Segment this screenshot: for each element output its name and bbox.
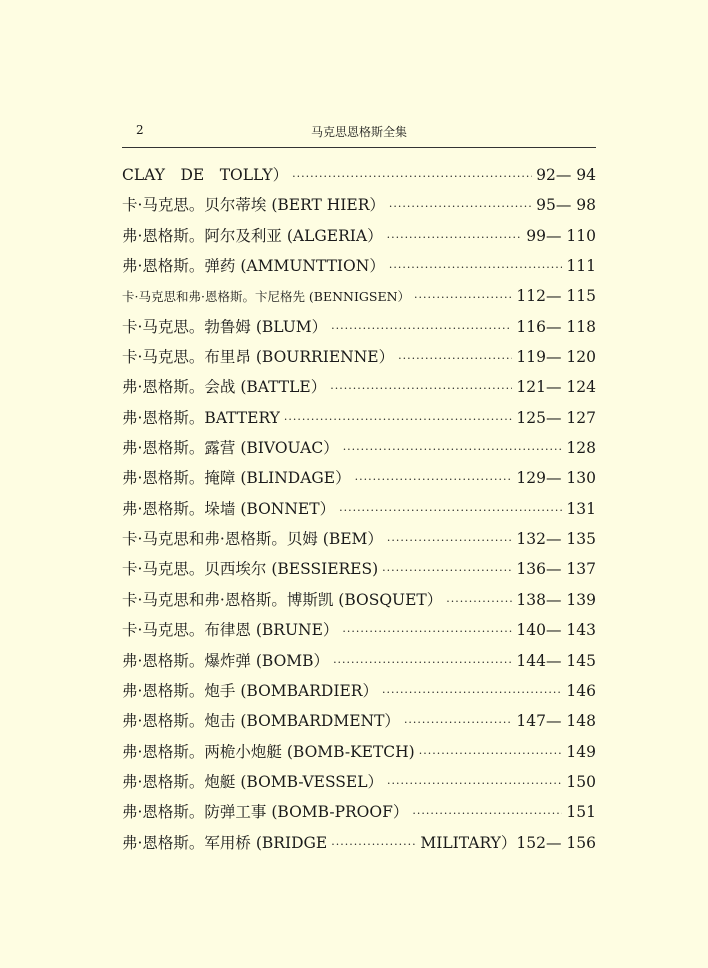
book-title: 马克思恩格斯全集 xyxy=(310,125,407,139)
toc-entry xyxy=(122,160,596,190)
toc-entry-pages: 119— 120 xyxy=(516,348,596,367)
toc-entry-pages: 150 xyxy=(566,772,596,791)
dot-leader xyxy=(382,678,562,708)
dot-leader xyxy=(404,708,512,738)
dot-leader xyxy=(398,344,512,374)
toc-entry-title: 弗·恩格斯。两桅小炮艇 (BOMB-KETCH) xyxy=(122,742,415,761)
toc-entry-title: 卡·马克思。贝西埃尔 (BESSIERES) xyxy=(122,560,379,579)
dot-leader xyxy=(330,374,512,404)
toc-entry-pages: 144— 145 xyxy=(516,651,596,670)
toc-entry-title: 卡·马克思。布律恩 (BRUNE） xyxy=(122,621,339,640)
dot-leader xyxy=(446,587,512,617)
dot-leader xyxy=(331,830,416,860)
toc-entry-pages: 152— 156 xyxy=(516,833,596,852)
toc-entry-title: 卡·马克思。布里昂 (BOURRIENNE） xyxy=(122,348,395,367)
dot-leader xyxy=(343,435,563,465)
toc-entry xyxy=(122,312,596,342)
dot-leader xyxy=(389,192,532,222)
toc-entry-title: 卡·马克思和弗·恩格斯。卞尼格先 (BENNIGSEN） xyxy=(122,289,411,305)
toc-entry xyxy=(122,767,596,797)
table-of-contents xyxy=(122,160,596,858)
toc-entry-pages: 99— 110 xyxy=(526,226,596,245)
toc-entry-pages: 138— 139 xyxy=(516,590,596,609)
toc-entry xyxy=(122,281,596,311)
page-number: 2 xyxy=(136,123,144,137)
toc-entry xyxy=(122,706,596,736)
toc-entry-title: 弗·恩格斯。军用桥 (BRIDGE xyxy=(122,833,328,852)
toc-entry-title: 弗·恩格斯。垛墙 (BONNET） xyxy=(122,499,336,518)
toc-entry-pages: 151 xyxy=(566,803,596,822)
toc-entry-pages: 92— 94 xyxy=(536,166,596,184)
toc-entry-title: 卡·马克思。勃鲁姆 (BLUM） xyxy=(122,317,328,336)
toc-entry-title: 弗·恩格斯。炮手 (BOMBARDIER） xyxy=(122,681,378,700)
toc-entry-title: CLAY DE TOLLY） xyxy=(122,166,289,184)
toc-entry-title: 弗·恩格斯。弹药 (AMMUNTTION） xyxy=(122,257,385,276)
toc-entry xyxy=(122,403,596,433)
toc-entry-title: 弗·恩格斯。露营 (BIVOUAC） xyxy=(122,439,339,458)
dot-leader xyxy=(292,162,532,192)
toc-entry-title: 弗·恩格斯。阿尔及利亚 (ALGERIA） xyxy=(122,226,383,245)
toc-entry xyxy=(122,797,596,827)
toc-entry-pages: 95— 98 xyxy=(536,196,596,215)
toc-entry xyxy=(122,494,596,524)
toc-entry xyxy=(122,828,596,858)
toc-entry-pages: 132— 135 xyxy=(516,530,596,549)
toc-entry xyxy=(122,463,596,493)
dot-leader xyxy=(389,253,563,283)
toc-entry-pages: 146 xyxy=(566,681,596,700)
dot-leader xyxy=(331,314,512,344)
toc-entry-pages: 131 xyxy=(566,499,596,518)
dot-leader xyxy=(333,648,512,678)
toc-entry xyxy=(122,646,596,676)
dot-leader xyxy=(387,769,562,799)
toc-entry-pages: 140— 143 xyxy=(516,621,596,640)
dot-leader xyxy=(387,223,523,253)
toc-entry-pages: 136— 137 xyxy=(516,560,596,579)
toc-entry-pages: 128 xyxy=(566,439,596,458)
toc-entry-title: 弗·恩格斯。BATTERY xyxy=(122,408,280,427)
toc-entry-pages: 125— 127 xyxy=(516,408,596,427)
toc-entry-title: 弗·恩格斯。炮击 (BOMBARDMENT） xyxy=(122,712,400,731)
toc-entry-pages: 147— 148 xyxy=(516,712,596,731)
dot-leader xyxy=(355,465,513,495)
toc-entry xyxy=(122,676,596,706)
toc-entry-title: 弗·恩格斯。炮艇 (BOMB-VESSEL） xyxy=(122,772,384,791)
toc-entry xyxy=(122,737,596,767)
dot-leader xyxy=(382,556,512,586)
dot-leader xyxy=(342,617,512,647)
toc-entry-title: 卡·马克思和弗·恩格斯。博斯凯 (BOSQUET） xyxy=(122,590,443,609)
toc-entry xyxy=(122,554,596,584)
dot-leader xyxy=(412,799,562,829)
toc-entry-pages: 149 xyxy=(566,742,596,761)
page-header xyxy=(122,121,596,148)
toc-entry xyxy=(122,190,596,220)
dot-leader xyxy=(387,526,512,556)
dot-leader xyxy=(339,496,562,526)
toc-entry xyxy=(122,524,596,554)
toc-entry xyxy=(122,615,596,645)
dot-leader xyxy=(284,405,513,435)
toc-entry-pages: 116— 118 xyxy=(516,317,596,336)
toc-entry xyxy=(122,372,596,402)
toc-entry xyxy=(122,585,596,615)
toc-entry-title: 弗·恩格斯。爆炸弹 (BOMB） xyxy=(122,651,330,670)
toc-entry-title: 弗·恩格斯。会战 (BATTLE） xyxy=(122,378,327,397)
toc-entry-pages: 111 xyxy=(566,257,596,276)
toc-entry-title: 卡·马克思。贝尔蒂埃 (BERT HIER） xyxy=(122,196,385,215)
toc-entry xyxy=(122,251,596,281)
toc-entry xyxy=(122,342,596,372)
dot-leader xyxy=(414,283,512,313)
toc-entry-pages: 129— 130 xyxy=(516,469,596,488)
toc-entry-pages: 121— 124 xyxy=(516,378,596,397)
toc-entry-title: 弗·恩格斯。防弹工事 (BOMB-PROOF） xyxy=(122,803,409,822)
toc-entry xyxy=(122,433,596,463)
toc-entry-title: 卡·马克思和弗·恩格斯。贝姆 (BEM） xyxy=(122,530,383,549)
toc-entry xyxy=(122,221,596,251)
dot-leader xyxy=(419,739,563,769)
toc-entry-title-tail: MILITARY） xyxy=(420,833,517,852)
toc-entry-pages: 112— 115 xyxy=(516,287,596,306)
toc-entry-title: 弗·恩格斯。掩障 (BLINDAGE） xyxy=(122,469,351,488)
